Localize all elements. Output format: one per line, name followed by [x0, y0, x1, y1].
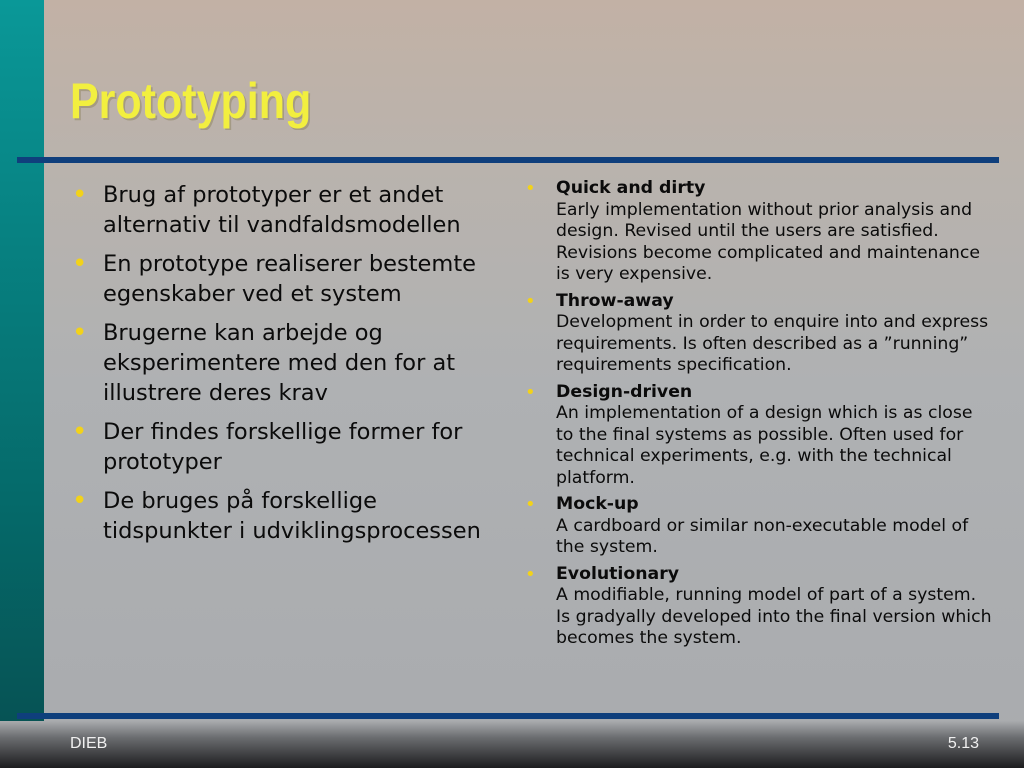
left-bullet-item: • Brugerne kan arbejde og eksperimentere med den for at illustrere deres krav [72, 318, 492, 408]
left-bullet-item: • Der findes forskellige former for prototyper [72, 417, 492, 477]
right-bullet-list [525, 178, 995, 655]
left-bullet-list [72, 180, 492, 555]
prototype-type-term: • Evolutionary [556, 563, 679, 584]
prototype-type-term: • Quick and dirty [556, 178, 706, 198]
prototype-type-term: • Design-driven [556, 381, 693, 402]
slide-title: Prototyping [70, 73, 312, 129]
left-bullet-item: • En prototype realiserer bestemte egenskaber ved et system [72, 249, 492, 309]
prototype-type-item [525, 291, 995, 377]
prototype-type-description: An implementation of a design which is as close to the final systems as possible. Often used for technical experiments, e.g. with the technical platform. [556, 403, 973, 488]
title-divider [17, 157, 999, 163]
slide-footer [0, 721, 1024, 768]
left-bullet-item: • De bruges på forskellige tidspunkter i udviklingsprocessen [72, 486, 492, 546]
footer-slide-number: 5.13 [947, 735, 979, 752]
prototype-type-term: • Throw-away [556, 290, 674, 311]
prototype-type-item [525, 494, 995, 559]
footer-course-label: DIEB [70, 735, 108, 752]
side-accent-bar [0, 0, 44, 768]
prototype-type-description: Early implementation without prior analysis and design. Revised until the users are satisfied. Revisions become complicated and maintenance is very expensive. [556, 199, 981, 284]
prototype-type-term: • Mock-up [556, 494, 639, 514]
prototype-type-item [525, 178, 995, 286]
prototype-type-item [525, 564, 995, 650]
footer-divider [17, 713, 999, 719]
left-bullet-item: • Brug af prototyper er et andet alternativ til vandfaldsmodellen [72, 180, 492, 240]
prototype-type-description: A modifiable, running model of part of a system. Is gradyally developed into the final version which becomes the system. [556, 585, 992, 648]
prototype-type-description: Development in order to enquire into and express requirements. Is often described as a ”running” requirements specification. [556, 312, 989, 375]
prototype-type-description: A cardboard or similar non-executable model of the system. [556, 515, 969, 557]
prototype-type-item [525, 382, 995, 490]
